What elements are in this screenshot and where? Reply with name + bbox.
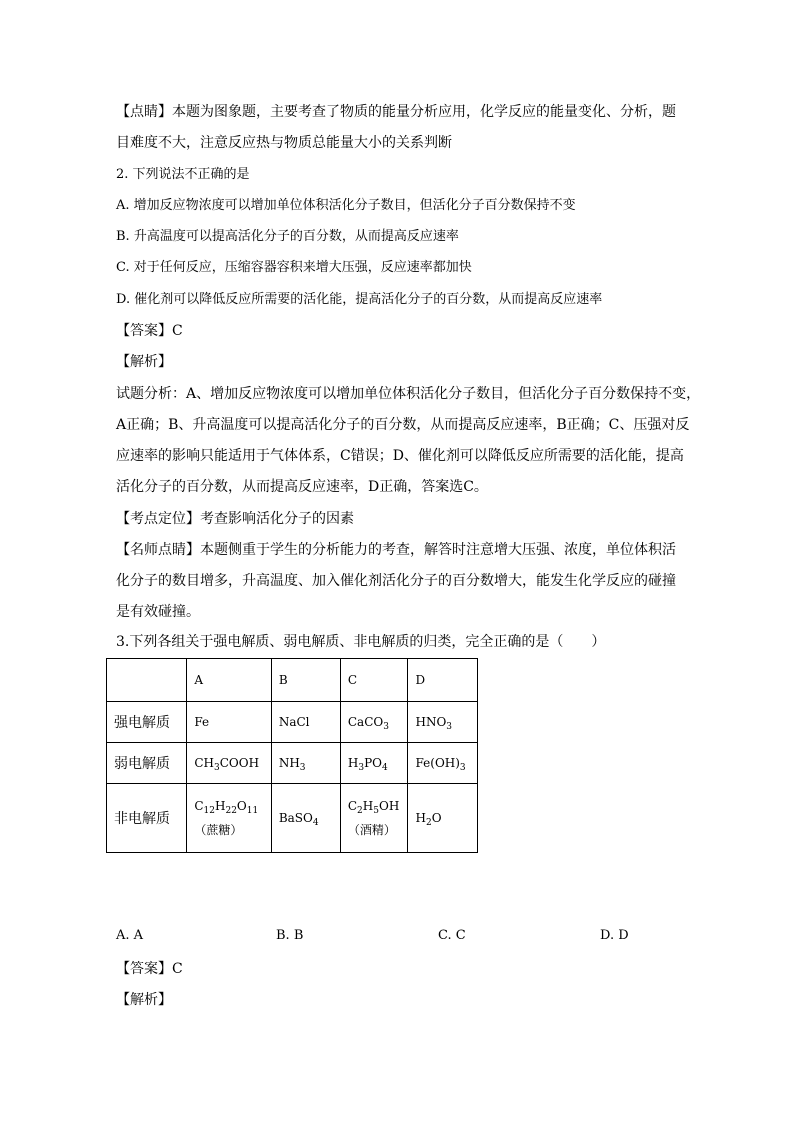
q2-analysis-line-3: 应速率的影响只能适用于气体体系，C错误；D、催化剂可以降低反应所需要的活化能，提高 <box>116 448 684 464</box>
q1-comment-line-1: 【点睛】本题为图象题，主要考查了物质的能量分析应用，化学反应的能量变化、分析，题 <box>116 104 676 120</box>
table-header-row <box>107 659 478 702</box>
q2-option-c: C. 对于任何反应，压缩容器容积来增大压强，反应速率都加快 <box>116 260 472 275</box>
table-cell: CaCO$_3$ <box>340 702 408 743</box>
table-cell <box>340 784 408 853</box>
table-row <box>107 784 478 853</box>
q2-stem: 2. 下列说法不正确的是 <box>116 167 250 182</box>
q2-mingshi-line-1: 【名师点睛】本题侧重于学生的分析能力的考查，解答时注意增大压强、浓度，单位体积活 <box>116 542 676 558</box>
table-header-cell: C <box>340 659 408 702</box>
table-cell: $CH_3COOH$ <box>187 743 271 784</box>
table-row <box>107 743 478 784</box>
q2-mingshi-line-2: 化分子的数目增多，升高温度、加入催化剂活化分子的百分数增大，能发生化学反应的碰撞 <box>116 573 676 589</box>
q3-choice-b: B. B <box>276 928 304 943</box>
q2-kaodian: 【考点定位】考查影响活化分子的因素 <box>116 511 354 527</box>
table-cell: BaSO$_4$ <box>271 784 340 853</box>
q2-mingshi-line-3: 是有效碰撞。 <box>116 604 200 620</box>
q2-analysis-line-2: A正确；B、升高温度可以提高活化分子的百分数，从而提高反应速率，B正确；C、压强对反 <box>116 417 690 433</box>
q2-option-b: B. 升高温度可以提高活化分子的百分数，从而提高反应速率 <box>116 229 459 244</box>
q2-answer: 【答案】C <box>116 323 183 339</box>
table-cell: NaCl <box>271 702 340 743</box>
table-cell: $Fe(OH)_3$ <box>408 743 478 784</box>
q3-choice-c: C. C <box>438 928 466 943</box>
q3-choice-a: A. A <box>116 928 144 943</box>
table-header-cell: A <box>187 659 271 702</box>
row-label: 弱电解质 <box>107 743 187 784</box>
q3-choice-d: D. D <box>600 928 629 943</box>
table-header-cell: D <box>408 659 478 702</box>
formula: $C_2H_5OH$ <box>347 798 400 816</box>
table-header-cell <box>107 659 187 702</box>
q3-stem: 3.下列各组关于强电解质、弱电解质、非电解质的归类，完全正确的是（ ） <box>116 634 606 650</box>
table-cell <box>187 784 271 853</box>
table-header-cell: B <box>271 659 340 702</box>
q2-analysis-line-1: 试题分析：A、增加反应物浓度可以增加单位体积活化分子数目，但活化分子百分数保持不变， <box>116 386 701 402</box>
q3-analysis-title: 【解析】 <box>116 992 172 1008</box>
formula-note: （酒精） <box>347 822 396 837</box>
row-label: 强电解质 <box>107 702 187 743</box>
table-cell: $H_3PO_4$ <box>340 743 408 784</box>
table-cell: $NH_3$ <box>271 743 340 784</box>
table-cell: $HNO_3$ <box>408 702 478 743</box>
q2-option-a: A. 增加反应物浓度可以增加单位体积活化分子数目，但活化分子百分数保持不变 <box>116 198 576 213</box>
q3-answer: 【答案】C <box>116 961 183 977</box>
table-row <box>107 702 478 743</box>
q2-analysis-title: 【解析】 <box>116 354 172 370</box>
q2-analysis-line-4: 活化分子的百分数，从而提高反应速率，D正确，答案选C。 <box>116 479 488 495</box>
formula: $C_{12}H_{22}O_{11}$ <box>194 798 259 816</box>
electrolyte-table <box>106 658 478 853</box>
table-cell: $H_2O$ <box>408 784 478 853</box>
row-label: 非电解质 <box>107 784 187 853</box>
table-cell: Fe <box>187 702 271 743</box>
formula-note: （蔗糖） <box>194 822 243 837</box>
q1-comment-line-2: 目难度不大，注意反应热与物质总能量大小的关系判断 <box>116 135 452 151</box>
q2-option-d: D. 催化剂可以降低反应所需要的活化能，提高活化分子的百分数，从而提高反应速率 <box>116 292 603 307</box>
